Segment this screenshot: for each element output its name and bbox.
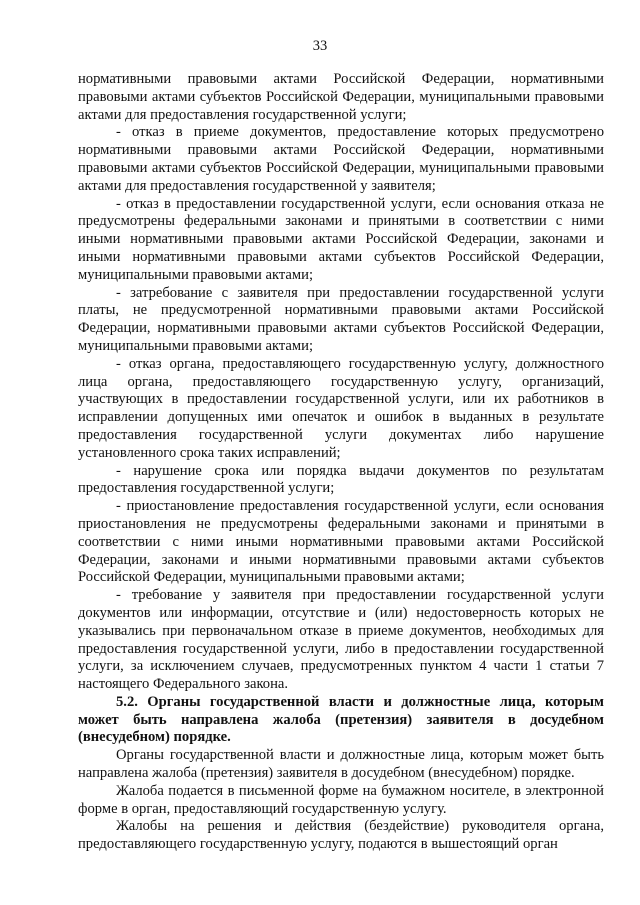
paragraph-refusal-acceptance: - отказ в приеме документов, предоставление которых предусмотрено нормативными правовыми актами Российской Федерации, нормативными правовыми актами субъектов Российской Федерации, муниципальными правовыми актами для предоставления государственной у заявителя; <box>78 124 604 194</box>
paragraph-deadline-violation: - нарушение срока или порядка выдачи документов по результатам предоставления государственной услуги; <box>78 462 604 497</box>
paragraph-correction-refusal: - отказ органа, предоставляющего государственную услугу, должностного лица органа, предоставляющего государственную услугу, организаций, участвующих в предоставлении государственной услуги, или их работников в исправлении допущенных ими опечаток и ошибок в выданных в результате предоставления государственной услуги документах либо нарушение установленного срока таких исправлений; <box>78 355 604 461</box>
paragraph-refusal-provision: - отказ в предоставлении государственной услуги, если основания отказа не предусмотрены федеральными законами и принятыми в соответствии с ними иными нормативными правовыми актами Российской Федерации, законами и иными нормативными правовыми актами субъектов Российской Федерации, муниципальными правовыми актами; <box>78 195 604 283</box>
paragraph-authorities: Органы государственной власти и должностные лица, которым может быть направлена жалоба (претензия) заявителя в досудебном (внесудебном) порядке. <box>78 747 604 782</box>
paragraph-document-demand: - требование у заявителя при предоставлении государственной услуги документов или информации, отсутствие и (или) недостоверность которых не указывались при первоначальном отказе в приеме документов, необходимых для предоставления государственной услуги, либо в предоставлении государственной услуги, за исключением случаев, предусмотренных пунктом 4 части 1 статьи 7 настоящего Федерального закона. <box>78 587 604 693</box>
document-body <box>78 71 604 854</box>
page-number: 33 <box>312 38 328 54</box>
paragraph-fee-demand: - затребование с заявителя при предоставлении государственной услуги платы, не предусмотренной нормативными правовыми актами Российской Федерации, нормативными правовыми актами субъектов Российской Федерации, муниципальными правовыми актами; <box>78 284 604 354</box>
paragraph-complaint-form: Жалоба подается в письменной форме на бумажном носителе, в электронной форме в орган, предоставляющий государственную услугу. <box>78 782 604 817</box>
paragraph-complaint-higher-body: Жалобы на решения и действия (бездействие) руководителя органа, предоставляющего государственную услугу, подаются в вышестоящий орган <box>78 818 604 853</box>
section-heading: 5.2. Органы государственной власти и должностные лица, которым может быть направлена жалоба (претензия) заявителя в досудебном (внесудебном) порядке. <box>78 693 604 746</box>
paragraph-continuation: нормативными правовыми актами Российской Федерации, нормативными правовыми актами субъектов Российской Федерации, муниципальными правовыми актами для предоставления государственной услуги; <box>78 71 604 123</box>
paragraph-suspension: - приостановление предоставления государственной услуги, если основания приостановления не предусмотрены федеральными законами и принятыми в соответствии с ними иными нормативными правовыми актами Российской Федерации, законами и иными нормативными правовыми актами субъектов Российской Федерации, муниципальными правовыми актами; <box>78 498 604 586</box>
